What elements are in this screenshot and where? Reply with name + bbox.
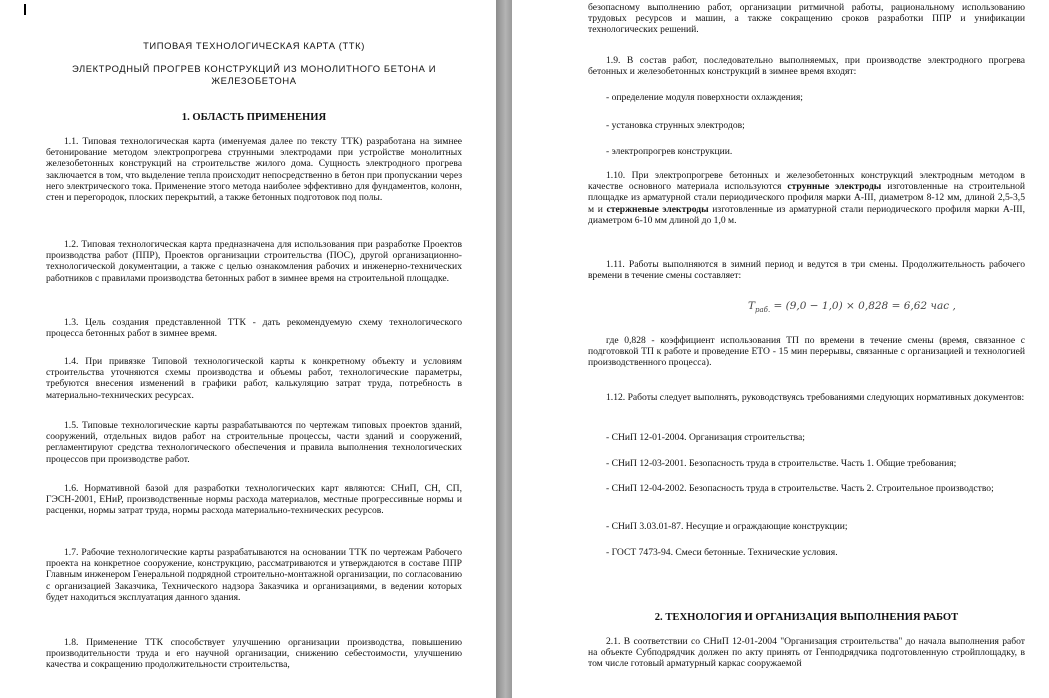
term-rod-electrodes: стержневые электроды [606, 203, 709, 215]
paragraph-1-12: 1.12. Работы следует выполнять, руководствуясь требованиями следующих нормативных документов: [606, 392, 1025, 403]
paragraph-1-8: 1.8. Применение ТТК способствует улучшению организации производства, повышению производительности труда и его научной организации, снижению себестоимости, улучшению качества и сокращению продолжительности строительства, [46, 637, 462, 671]
paragraph-where: где 0,828 - коэффициент использования ТП по времени в течение смены (время, связанное с подготовкой ТП к работе и проведение ЕТО - 15 мин перерывы, связанные с организацией и технологией производственного процесса). [588, 335, 1025, 369]
paragraph-1-10: 1.10. При электропрогреве бетонных и железобетонных конструкций электродным методом в качестве основного материала используются струнные электроды изготовленные на строительной площадке из арматурной стали периодического профиля марки А-III, диаметром 8-12 мм, длиной 2,5-3,5 м и стержневые электроды изготовленные из арматурной стали периодического профиля марки А-III, диаметром 6-10 мм длиной до 1,0 м. [588, 170, 1026, 226]
paragraph-1-2: 1.2. Типовая технологическая карта предназначена для использования при разработке Проектов производства работ (ППР), Проектов организации строительства (ПОС), другой организационно-технологической документации, а также с целью ознакомления рабочих и инженерно-технических работников с правилами производства бетонных работ в зимнее время на строительной площадке. [46, 239, 462, 284]
norm-item-2: - СНиП 12-03-2001. Безопасность труда в строительстве. Часть 1. Общие требования; [606, 458, 957, 469]
paragraph-2-1: 2.1. В соответствии со СНиП 12-01-2004 "Организация строительства" до начала выполнения работ на объекте Субподрядчик должен по акту принять от Генподрядчика подготовленную стройплощадку, в том числе готовый арматурный каркас сооружаемой [588, 636, 1025, 670]
list-item-3: - электропрогрев конструкции. [606, 146, 733, 157]
document-title: ТИПОВАЯ ТЕХНОЛОГИЧЕСКАЯ КАРТА (ТТК) [143, 40, 365, 51]
text-cursor [24, 4, 26, 15]
paragraph-1-9: 1.9. В состав работ, последовательно выполняемых, при производстве электродного прогрева бетонных и железобетонных конструкций в зимнее время входят: [588, 55, 1025, 78]
section-heading-1: 1. ОБЛАСТЬ ПРИМЕНЕНИЯ [181, 112, 327, 123]
section-heading-2: 2. ТЕХНОЛОГИЯ И ОРГАНИЗАЦИЯ ВЫПОЛНЕНИЯ РАБОТ [654, 612, 959, 623]
paragraph-1-5: 1.5. Типовые технологические карты разрабатываются по чертежам типовых проектов зданий, сооружений, отдельных видов работ на строительные процессы, части зданий и сооружений, регламентируют средства технологического обеспечения и правила выполнения технологических процессов при производстве работ. [46, 420, 462, 465]
norm-item-5: - ГОСТ 7473-94. Смеси бетонные. Технические условия. [606, 547, 838, 558]
paragraph-1-7: 1.7. Рабочие технологические карты разрабатываются на основании ТТК по чертежам Рабочего проекта на конкретное сооружение, конструкцию, рассматриваются и утверждаются в составе ППР Главным инженером Генеральной подрядной строительно-монтажной организации, по согласованию с организацией Заказчика, Технического надзора Заказчика и организациями, в ведении которых будет находиться эксплуатация данного здания. [46, 547, 462, 603]
norm-item-3: - СНиП 12-04-2002. Безопасность труда в строительстве. Часть 2. Строительное производство; [606, 483, 994, 494]
document-page-right [512, 0, 1049, 698]
paragraph-1-1: 1.1. Типовая технологическая карта (именуемая далее по тексту ТТК) разработана на зимнее бетонирование методом электропрогрева струнными электродами при устройстве монолитных железобетонных конструкций на строительстве жилого дома. Сущность электродного прогрева заключается в том, что выделение тепла происходит непосредственно в бетон при пропускании через него электрического тока. Применение этого метода наиболее эффективно для фундаментов, колонн, стен и перегородок, плоских перекрытий, а также бетонных подготовок под полы. [46, 136, 462, 204]
work-time-formula: $T_{раб.} = (9,0 - 1,0) \times 0,828 = 6,62$ час , [748, 300, 956, 315]
list-item-2: - установка струнных электродов; [606, 120, 745, 131]
page-gutter [496, 0, 512, 698]
norm-item-4: - СНиП 3.03.01-87. Несущие и ограждающие конструкции; [606, 521, 848, 532]
list-item-1: - определение модуля поверхности охлаждения; [606, 92, 803, 103]
norm-item-1: - СНиП 12-01-2004. Организация строительства; [606, 432, 805, 443]
paragraph-continued: безопасному выполнению работ, организации ритмичной работы, рациональному использованию трудовых ресурсов и машин, а также сокращению сроков разработки ППР и унификации технологических решений. [588, 2, 1025, 36]
paragraph-1-6: 1.6. Нормативной базой для разработки технологических карт являются: СНиП, СН, СП, ГЭСН-2001, ЕНиР, производственные нормы расхода материалов, местные прогрессивные нормы и расценки, нормы затрат труда, нормы расхода материально-технических ресурсов. [46, 483, 462, 517]
paragraph-1-11: 1.11. Работы выполняются в зимний период и ведутся в три смены. Продолжительность рабочего времени в течение смены составляет: [588, 259, 1025, 282]
term-string-electrodes: струнные электроды [787, 181, 882, 193]
document-subtitle: ЭЛЕКТРОДНЫЙ ПРОГРЕВ КОНСТРУКЦИЙ ИЗ МОНОЛИТНОГО БЕТОНА И ЖЕЛЕЗОБЕТОНА [71, 63, 437, 86]
paragraph-1-4: 1.4. При привязке Типовой технологической карты к конкретному объекту и условиям строительства уточняются схемы производства и объемы работ, технологические параметры, требуются внесения изменений в графики работ, калькуляцию затрат труда, потребность в материально-технических ресурсах. [46, 356, 462, 401]
document-page-left [0, 0, 496, 698]
paragraph-1-3: 1.3. Цель создания представленной ТТК - дать рекомендуемую схему технологического процесса бетонных работ в зимнее время. [46, 317, 462, 340]
